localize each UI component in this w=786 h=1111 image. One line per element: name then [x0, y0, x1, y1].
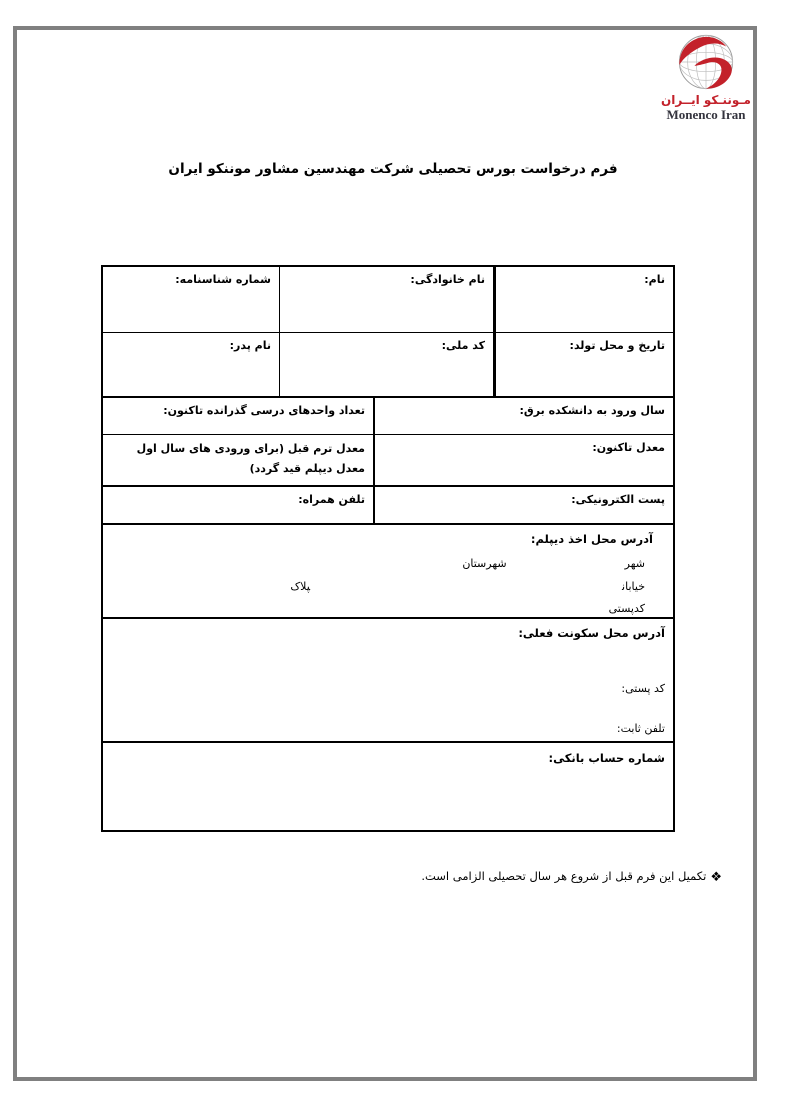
bank-account-section	[103, 743, 673, 830]
email-label: پست الکترونیکی:	[571, 493, 665, 506]
field-entry-year	[373, 398, 673, 434]
scholarship-form-table	[101, 265, 675, 832]
field-id-number	[103, 267, 279, 332]
globe-logo-icon	[677, 33, 735, 91]
residence-address-section	[103, 619, 673, 743]
gpa-total-label: معدل تاکنون:	[592, 441, 665, 454]
field-gpa-last-term	[103, 435, 373, 485]
father-name-label: نام پدر:	[229, 339, 271, 352]
table-row	[103, 267, 673, 333]
table-row	[103, 435, 673, 487]
form-title: فرم درخواست بورس تحصیلی شرکت مهندسین مشاور موننکو ایران	[168, 161, 618, 177]
table-row	[103, 333, 673, 398]
city-county-line	[462, 557, 645, 570]
landline-label: تلفن ثابت:	[616, 722, 665, 735]
plate-label: پلاک	[290, 580, 311, 593]
residence-postal-label: کد پستی:	[621, 682, 665, 695]
id-number-label: شماره شناسنامه:	[175, 273, 271, 286]
street-plate-line	[290, 580, 645, 593]
logo-english-wordmark: Monenco Iran	[666, 107, 746, 122]
field-national-code	[279, 333, 493, 396]
field-email	[373, 487, 673, 523]
postal-code-label: کدپستی	[608, 602, 645, 615]
field-last-name	[279, 267, 493, 332]
field-passed-units	[103, 398, 373, 434]
table-row	[103, 398, 673, 435]
table-row	[103, 487, 673, 525]
mobile-label: تلفن همراه:	[298, 493, 365, 506]
gpa-last-term-label: معدل ترم قبل (برای ورودی های سال اول معدل دیپلم قید گردد)	[136, 442, 365, 476]
entry-year-label: سال ورود به دانشکده برق:	[519, 404, 665, 417]
field-mobile	[103, 487, 373, 523]
diploma-address-title: آدرس محل اخذ دیپلم:	[530, 532, 653, 546]
birth-label: تاریخ و محل تولد:	[569, 339, 665, 352]
county-label: شهرستان	[462, 557, 507, 570]
first-name-label: نام:	[644, 273, 665, 286]
logo-persian-wordmark: مـوننـکو ایــران	[661, 93, 751, 107]
field-gpa-total	[373, 435, 673, 485]
bank-account-label: شماره حساب بانکی:	[548, 751, 665, 765]
diploma-address-section	[103, 525, 673, 619]
company-logo	[655, 33, 757, 123]
footnote-text: تکمیل این فرم قبل از شروع هر سال تحصیلی الزامی است.	[421, 869, 707, 883]
bank-account-cell	[103, 743, 673, 830]
city-label: شهر	[624, 557, 645, 570]
street-label: خیابان	[622, 580, 645, 593]
last-name-label: نام خانوادگی:	[410, 273, 485, 286]
field-father-name	[103, 333, 279, 396]
residence-address-title: آدرس محل سکونت فعلی:	[518, 626, 665, 640]
field-first-name	[493, 267, 673, 332]
national-code-label: کد ملی:	[441, 339, 485, 352]
footnote	[421, 869, 722, 885]
residence-address-cell	[103, 619, 673, 741]
field-birth	[493, 333, 673, 396]
passed-units-label: تعداد واحدهای درسی گذرانده تاکنون:	[163, 404, 365, 417]
diamond-bullet-icon: ❖	[710, 870, 722, 885]
diploma-address-cell	[103, 525, 673, 617]
